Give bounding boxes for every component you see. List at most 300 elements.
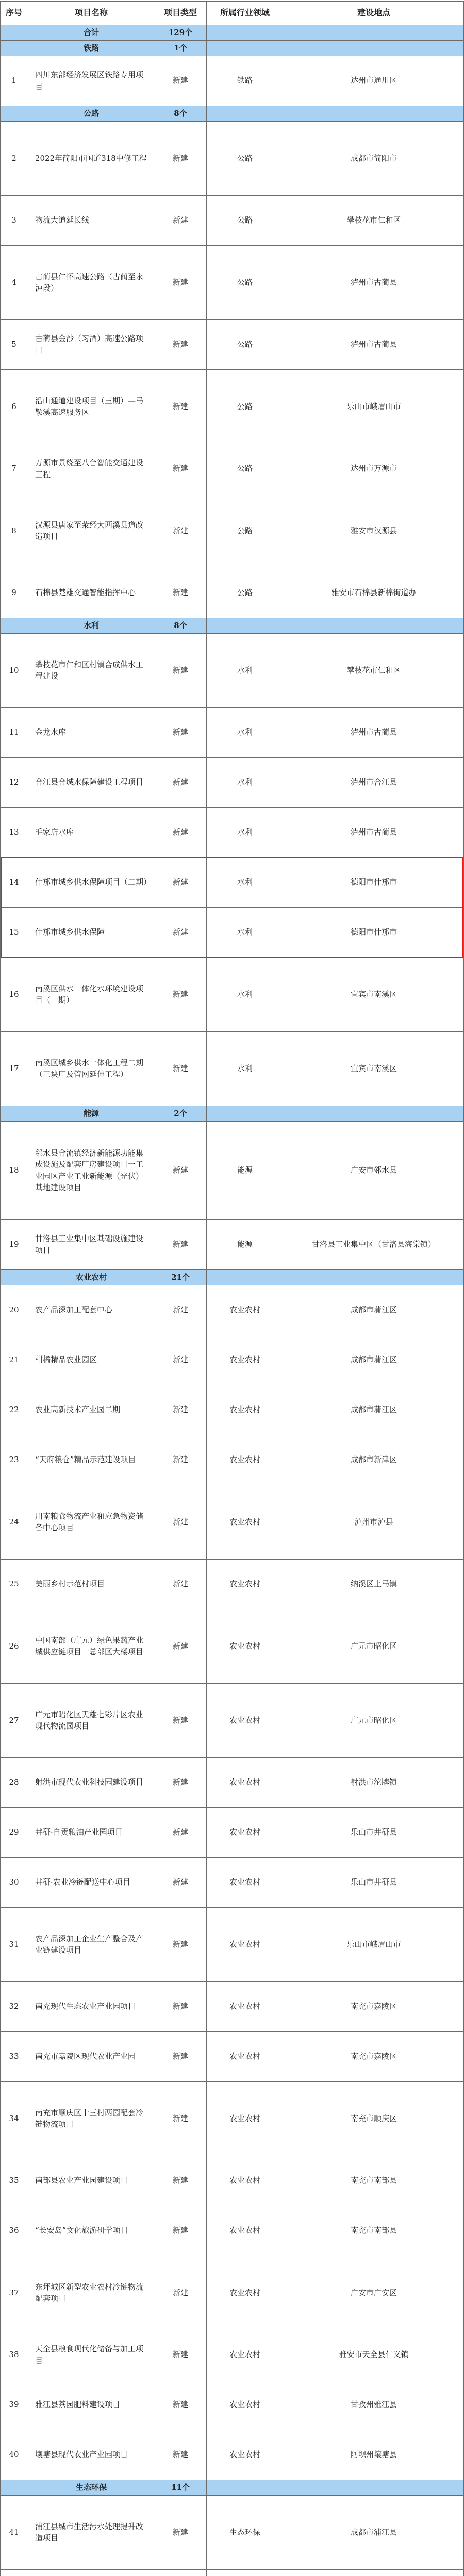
cell-type — [155, 2569, 206, 2576]
row-divider — [0, 40, 464, 41]
table-row — [0, 245, 464, 319]
cell-location: 南充市嘉陵区 — [350, 2002, 397, 2011]
cell-name: 井研·自贡粮油产业园项目 — [35, 1827, 123, 1837]
cell-seq: 19 — [9, 1240, 19, 1249]
cell-name: 什邡市城乡供水保障项目（二期） — [35, 877, 152, 887]
cell-seq: 2 — [11, 153, 16, 163]
table-row — [0, 1285, 464, 1335]
cell-name: 南溪区城乡供水一体化工程二期（三块厂及管网延伸工程） — [35, 1058, 144, 1079]
cell-seq: 23 — [9, 1455, 19, 1465]
header-industry: 所属行业领域 — [220, 8, 270, 18]
cell-industry: 农业农村 — [229, 2350, 260, 2360]
cell-seq — [0, 2569, 28, 2576]
cell-type: 新建 — [172, 526, 188, 535]
cell-industry: 农业农村 — [229, 2450, 260, 2460]
cell-type: 新建 — [172, 1715, 188, 1725]
table-row — [0, 707, 464, 757]
cell-seq: 40 — [9, 2450, 19, 2460]
cell-location: 成都市新津区 — [350, 1455, 397, 1465]
table-row — [0, 1121, 464, 1219]
cell-type: 新建 — [172, 2002, 188, 2011]
cell-location: 成都市浦江县 — [350, 2527, 397, 2537]
cell-seq: 13 — [9, 827, 19, 837]
row-divider — [0, 2031, 464, 2032]
cell-location: 泸州市合江县 — [350, 777, 397, 787]
cell-seq: 31 — [9, 1939, 19, 1949]
row-divider — [0, 807, 464, 808]
header-location: 建设地点 — [357, 8, 390, 18]
cell-type: 新建 — [172, 1939, 188, 1949]
section-row — [0, 40, 464, 56]
cell-type: 新建 — [172, 588, 188, 598]
cell-location: 广安市邻水县 — [350, 1165, 397, 1175]
cell-type: 新建 — [172, 1517, 188, 1527]
cell-industry: 公路 — [237, 215, 253, 225]
row-divider — [0, 1807, 464, 1808]
cell-type: 新建 — [172, 2287, 188, 2297]
table-row — [0, 957, 464, 1031]
cell-location: 宜宾市南溪区 — [350, 989, 397, 999]
row-divider — [0, 2569, 464, 2570]
cell-type: 新建 — [172, 2450, 188, 2460]
cell-name: 2022年简阳市国道318中修工程 — [35, 153, 147, 163]
cell-type: 新建 — [172, 2176, 188, 2185]
table-row — [0, 807, 464, 857]
cell-name: 井研·农业冷链配送中心项目 — [35, 1877, 130, 1887]
table-row — [0, 1385, 464, 1435]
header-name: 项目名称 — [74, 8, 108, 18]
table-row — [0, 2081, 464, 2156]
cell-location: 攀枝花市仁和区 — [346, 215, 401, 225]
cell-industry: 水利 — [237, 727, 253, 737]
table-row — [0, 1907, 464, 1981]
row-divider — [0, 907, 464, 908]
cell-type: 新建 — [172, 1455, 188, 1465]
cell-industry: 公路 — [237, 340, 253, 349]
section-title: 生态环保 — [75, 2482, 107, 2492]
cell-location: 乐山市井研县 — [350, 1877, 397, 1887]
cell-type: 新建 — [172, 1877, 188, 1887]
cell-type: 新建 — [172, 665, 188, 675]
cell-name: 农产品深加工配套中心 — [35, 1305, 113, 1315]
cell-industry: 农业农村 — [229, 1355, 260, 1365]
cell-location: 泸州市泸县 — [354, 1517, 393, 1527]
cell-location: 乐山市井研县 — [350, 1827, 397, 1837]
table-row — [0, 2569, 464, 2576]
table-row — [0, 2495, 464, 2569]
cell-name: 美丽乡村示范村项目 — [35, 1579, 105, 1589]
cell-industry: 农业农村 — [229, 1405, 260, 1415]
row-divider — [0, 121, 464, 122]
table-row — [0, 1219, 464, 1269]
cell-seq: 3 — [11, 215, 16, 225]
cell-industry: 公路 — [237, 401, 253, 411]
section-row — [0, 618, 464, 633]
cell-seq: 32 — [9, 2002, 19, 2011]
cell-seq: 6 — [11, 401, 16, 411]
section-title: 铁路 — [83, 43, 99, 53]
row-divider — [0, 245, 464, 246]
cell-name: 石棉县楚雄交通智能指挥中心 — [35, 588, 136, 598]
cell-industry: 水利 — [237, 827, 253, 837]
cell-industry: 公路 — [237, 277, 253, 287]
cell-name: 汉源县唐家至荥经大西溪县道改造项目 — [35, 520, 144, 541]
cell-name: 万源市景绕至八台智能交通建设工程 — [35, 458, 144, 479]
table-row — [0, 2256, 464, 2330]
cell-name: 古蔺县仁怀高速公路（古蔺至永泸段） — [35, 272, 144, 293]
cell-seq: 7 — [11, 464, 16, 473]
table-row — [0, 2430, 464, 2480]
table-row — [0, 1857, 464, 1907]
cell-location: 射洪市沱牌镇 — [350, 1777, 397, 1787]
table-row — [0, 1485, 464, 1559]
column-divider — [0, 1, 1, 2576]
cell-location: 成都市蒲江区 — [350, 1405, 397, 1415]
cell-name: 南充市顺庆区十三村两园配套冷链物流项目 — [35, 2108, 144, 2129]
cell-type: 新建 — [172, 1305, 188, 1315]
cell-seq: 37 — [9, 2287, 19, 2297]
cell-seq: 5 — [11, 340, 16, 349]
section-row — [0, 2480, 464, 2495]
row-divider — [0, 195, 464, 196]
total-label: 合计 — [83, 27, 99, 37]
cell-industry — [206, 2569, 284, 2576]
cell-name: 什邡市城乡供水保障 — [35, 927, 105, 937]
table-row — [0, 2031, 464, 2081]
cell-seq: 27 — [9, 1715, 19, 1725]
cell-name: 柑橘精品农业园区 — [35, 1355, 97, 1365]
cell-seq: 12 — [9, 777, 19, 787]
row-divider — [0, 1857, 464, 1858]
table-row — [0, 1335, 464, 1385]
cell-industry: 农业农村 — [229, 1517, 260, 1527]
table-row — [0, 2330, 464, 2380]
cell-location: 南充市南部县 — [350, 2226, 397, 2235]
row-divider — [0, 1683, 464, 1684]
cell-industry: 水利 — [237, 877, 253, 887]
cell-seq: 34 — [9, 2113, 19, 2123]
cell-seq: 9 — [11, 588, 16, 598]
section-count: 8个 — [174, 108, 187, 118]
row-divider — [0, 1269, 464, 1270]
cell-seq: 26 — [9, 1641, 19, 1651]
cell-industry: 农业农村 — [229, 1579, 260, 1589]
cell-name: 南部县农业产业园建设项目 — [35, 2176, 128, 2185]
cell-location: 泸州市古蔺县 — [350, 827, 397, 837]
cell-name — [28, 2569, 155, 2576]
cell-location: 纳溪区上马镇 — [350, 1579, 397, 1589]
cell-location: 泸州市古蔺县 — [350, 340, 397, 349]
cell-type: 新建 — [172, 2350, 188, 2360]
section-row — [0, 1106, 464, 1121]
table-row — [0, 2380, 464, 2430]
table-row — [0, 1683, 464, 1757]
cell-name: 东坪城区新型农业农村冷链物流配套项目 — [35, 2282, 144, 2303]
table-row — [0, 1031, 464, 1106]
cell-seq: 1 — [11, 76, 16, 86]
cell-name: 广元市昭化区天雄七彩片区农业现代物流园项目 — [35, 1709, 144, 1731]
cell-location: 德阳市什邡市 — [350, 927, 397, 937]
row-divider — [0, 757, 464, 758]
cell-name: 壤塘县现代农业产业园项目 — [35, 2450, 128, 2460]
section-title: 能源 — [83, 1108, 99, 1118]
cell-type: 新建 — [172, 2527, 188, 2537]
cell-name: “天府粮仓”精品示范建设项目 — [35, 1455, 136, 1465]
cell-type: 新建 — [172, 1641, 188, 1651]
cell-industry: 公路 — [237, 588, 253, 598]
cell-type: 新建 — [172, 2113, 188, 2123]
cell-type: 新建 — [172, 1165, 188, 1175]
cell-type: 新建 — [172, 1579, 188, 1589]
cell-seq: 28 — [9, 1777, 19, 1787]
cell-name: 甘洛县工业集中区基础设施建设项目 — [35, 1234, 144, 1255]
cell-industry: 农业农村 — [229, 1827, 260, 1837]
cell-type: 新建 — [172, 1405, 188, 1415]
cell-industry: 农业农村 — [229, 2226, 260, 2235]
row-divider — [0, 1907, 464, 1908]
cell-location: 成都市简阳市 — [350, 153, 397, 163]
cell-industry: 公路 — [237, 153, 253, 163]
row-divider — [0, 1981, 464, 1982]
section-row — [0, 106, 464, 121]
cell-location: 泸州市古蔺县 — [350, 727, 397, 737]
cell-location: 乐山市峨眉山市 — [346, 1939, 401, 1949]
header-seq: 序号 — [5, 8, 22, 18]
cell-name: 毛家店水库 — [35, 827, 74, 837]
row-divider — [0, 1559, 464, 1560]
cell-seq: 38 — [9, 2350, 19, 2360]
cell-name: 沿山通道建设项目（三期）—马鞍溪高速服务区 — [35, 396, 144, 417]
section-count: 2个 — [174, 1108, 187, 1118]
cell-industry: 能源 — [237, 1240, 253, 1249]
table-row — [0, 2156, 464, 2206]
cell-name: 合江县合城水保障建设工程项目 — [35, 777, 144, 787]
cell-type: 新建 — [172, 2052, 188, 2061]
section-count: 8个 — [174, 620, 187, 630]
cell-type: 新建 — [172, 1240, 188, 1249]
cell-type: 新建 — [172, 153, 188, 163]
cell-industry: 公路 — [237, 464, 253, 473]
table-row — [0, 1757, 464, 1807]
cell-industry: 农业农村 — [229, 1777, 260, 1787]
cell-location: 雅安市汉源县 — [350, 526, 397, 535]
cell-location — [284, 2569, 464, 2576]
row-divider — [0, 857, 464, 858]
cell-name: 四川东部经济发展区铁路专用项目 — [35, 70, 144, 91]
cell-seq: 30 — [9, 1877, 19, 1887]
cell-seq: 10 — [9, 665, 19, 675]
cell-name: 农产品深加工企业生产整合及产业链建设项目 — [35, 1934, 144, 1955]
cell-name: 天全县粮食现代化储备与加工项目 — [35, 2344, 144, 2365]
cell-location: 广安市广安区 — [350, 2287, 397, 2297]
row-divider — [0, 369, 464, 370]
cell-name: 农业高新技术产业园二期 — [35, 1405, 121, 1415]
cell-location: 乐山市峨眉山市 — [346, 401, 401, 411]
cell-seq: 11 — [9, 727, 19, 737]
row-divider — [0, 633, 464, 634]
cell-industry: 生态环保 — [229, 2527, 260, 2537]
cell-seq: 41 — [9, 2527, 19, 2537]
cell-seq: 18 — [9, 1165, 19, 1175]
table-row — [0, 369, 464, 444]
table-row — [0, 757, 464, 807]
row-divider — [0, 707, 464, 708]
table-row — [0, 121, 464, 195]
cell-industry: 农业农村 — [229, 2113, 260, 2123]
table-row — [0, 2206, 464, 2256]
header-type: 项目类型 — [163, 8, 197, 18]
table-row — [0, 319, 464, 369]
section-title: 水利 — [83, 620, 99, 630]
table-row — [0, 633, 464, 707]
cell-location: 泸州市古蔺县 — [350, 277, 397, 287]
cell-type: 新建 — [172, 464, 188, 473]
cell-location: 成都市蒲江区 — [350, 1355, 397, 1365]
cell-name: 攀枝花市仁和区村镇合成供水工程建设 — [35, 659, 144, 681]
cell-industry: 水利 — [237, 1063, 253, 1073]
cell-type: 新建 — [172, 727, 188, 737]
cell-seq: 20 — [9, 1305, 19, 1315]
cell-location: 达州市万源市 — [350, 464, 397, 473]
cell-name: 中国南部（广元）绿色果蔬产业城供应链项目一总部区大楼项目 — [35, 1635, 144, 1656]
cell-type: 新建 — [172, 2400, 188, 2410]
cell-location: 阿坝州壤塘县 — [350, 2450, 397, 2460]
cell-seq: 4 — [11, 277, 16, 287]
row-divider — [0, 1, 464, 2]
cell-seq: 17 — [9, 1063, 19, 1073]
cell-name: 射洪市现代农业科技园建设项目 — [35, 1777, 144, 1787]
total-count: 129个 — [168, 27, 193, 37]
cell-industry: 农业农村 — [229, 2002, 260, 2011]
cell-location: 雅安市天全县仁义镇 — [339, 2350, 409, 2360]
cell-type: 新建 — [172, 76, 188, 86]
cell-type: 新建 — [172, 827, 188, 837]
table-row — [0, 568, 464, 618]
cell-name: 南充现代生态农业产业园项目 — [35, 2002, 136, 2011]
cell-industry: 农业农村 — [229, 1715, 260, 1725]
cell-type: 新建 — [172, 277, 188, 287]
cell-industry: 水利 — [237, 927, 253, 937]
section-count: 1个 — [174, 43, 187, 53]
total-row — [0, 25, 464, 40]
cell-industry: 农业农村 — [229, 1939, 260, 1949]
cell-seq: 36 — [9, 2226, 19, 2235]
cell-location: 攀枝花市仁和区 — [346, 665, 401, 675]
cell-location: 广元市昭化区 — [350, 1641, 397, 1651]
section-count: 21个 — [171, 1272, 190, 1282]
cell-seq: 29 — [9, 1827, 19, 1837]
cell-industry: 农业农村 — [229, 1455, 260, 1465]
cell-seq: 14 — [9, 877, 19, 887]
row-divider — [0, 1219, 464, 1220]
cell-seq: 33 — [9, 2052, 19, 2061]
cell-type: 新建 — [172, 877, 188, 887]
cell-industry: 公路 — [237, 526, 253, 535]
cell-location: 成都市蒲江区 — [350, 1305, 397, 1315]
cell-location: 雅安市石棉县新棉街道办 — [331, 588, 417, 598]
cell-industry: 铁路 — [237, 76, 253, 86]
cell-type: 新建 — [172, 1063, 188, 1073]
row-divider — [0, 2495, 464, 2496]
cell-location: 广元市昭化区 — [350, 1715, 397, 1725]
table-row — [0, 1559, 464, 1609]
cell-name: 南溪区供水一体化水环境建设项目（一期） — [35, 984, 144, 1005]
row-divider — [0, 1757, 464, 1758]
cell-name: 金龙水库 — [35, 727, 67, 737]
cell-location: 南充市南部县 — [350, 2176, 397, 2185]
cell-name: 物流大道延长线 — [35, 215, 90, 225]
table-row — [0, 1435, 464, 1485]
cell-location: 甘孜州雅江县 — [350, 2400, 397, 2410]
cell-seq: 16 — [9, 989, 19, 999]
cell-seq: 35 — [9, 2176, 19, 2185]
row-divider — [0, 957, 464, 958]
section-title: 农业农村 — [75, 1272, 107, 1282]
cell-seq: 39 — [9, 2400, 19, 2410]
cell-name: 雅江县茶园肥料建设项目 — [35, 2400, 121, 2410]
cell-seq: 24 — [9, 1517, 19, 1527]
cell-name: 邻水县合流镇经济新能源功能集成设施及配套厂房建设项目一工业园区产业工业新能源（光伏）基地建设项目 — [35, 1148, 144, 1192]
table-row — [0, 857, 464, 907]
cell-industry: 农业农村 — [229, 1877, 260, 1887]
cell-type: 新建 — [172, 340, 188, 349]
cell-seq: 25 — [9, 1579, 19, 1589]
cell-location: 南充市顺庆区 — [350, 2113, 397, 2123]
table-row — [0, 1609, 464, 1683]
table-row — [0, 444, 464, 494]
cell-location: 达州市通川区 — [350, 76, 397, 86]
table-row — [0, 494, 464, 568]
cell-name: 古蔺县金沙（习酒）高速公路项目 — [35, 334, 144, 355]
cell-type: 新建 — [172, 2226, 188, 2235]
cell-location: 南充市嘉陵区 — [350, 2052, 397, 2061]
cell-industry: 水利 — [237, 989, 253, 999]
cell-location: 德阳市什邡市 — [350, 877, 397, 887]
cell-location: 甘洛县工业集中区（甘洛县海棠镇） — [311, 1240, 436, 1249]
table-row — [0, 195, 464, 245]
section-title: 公路 — [83, 108, 99, 118]
cell-seq: 22 — [9, 1405, 19, 1415]
section-count: 11个 — [171, 2482, 190, 2492]
cell-name: 川南粮食物流产业和应急物资储备中心项目 — [35, 1511, 144, 1532]
cell-industry: 水利 — [237, 665, 253, 675]
cell-type: 新建 — [172, 215, 188, 225]
cell-seq: 8 — [11, 526, 16, 535]
table-row — [0, 56, 464, 106]
cell-industry: 能源 — [237, 1165, 253, 1175]
cell-name: 浦江县城市生活污水处理提升改造项目 — [35, 2521, 144, 2543]
cell-type: 新建 — [172, 1777, 188, 1787]
cell-location: 宜宾市南溪区 — [350, 1063, 397, 1073]
row-divider — [0, 319, 464, 320]
row-divider — [0, 1031, 464, 1032]
cell-type: 新建 — [172, 989, 188, 999]
cell-industry: 农业农村 — [229, 2052, 260, 2061]
row-divider — [0, 2081, 464, 2082]
column-divider — [206, 1, 207, 2576]
cell-industry: 农业农村 — [229, 2176, 260, 2185]
table-row — [0, 1981, 464, 2031]
table-row — [0, 907, 464, 957]
row-divider — [0, 1121, 464, 1122]
cell-type: 新建 — [172, 1827, 188, 1837]
cell-industry: 农业农村 — [229, 2400, 260, 2410]
cell-industry: 农业农村 — [229, 1641, 260, 1651]
cell-name: “长安岛”文化旅游研学项目 — [35, 2226, 128, 2235]
cell-industry: 农业农村 — [229, 2287, 260, 2297]
cell-name: 南充市嘉陵区现代农业产业园 — [35, 2052, 136, 2061]
table-header-row — [0, 1, 464, 25]
